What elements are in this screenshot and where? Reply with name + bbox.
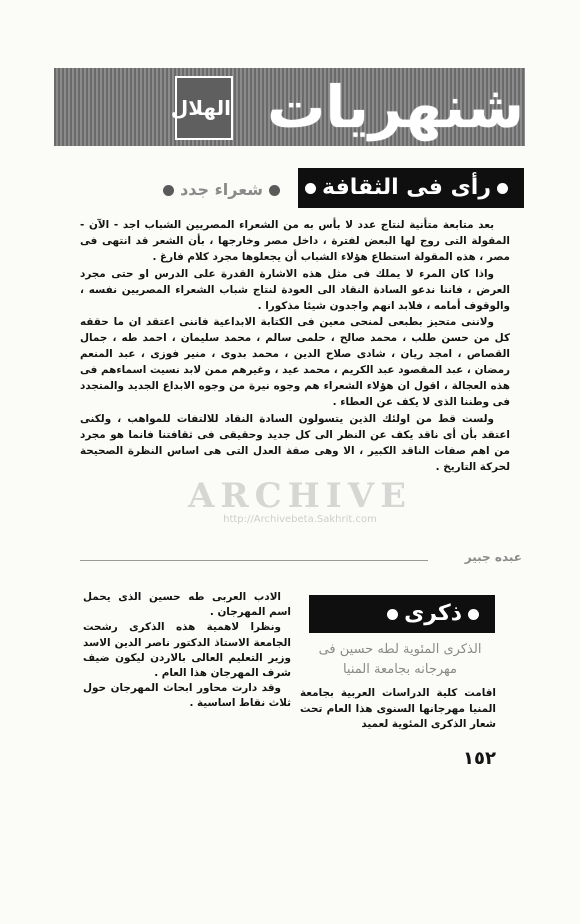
masthead — [54, 68, 525, 146]
article-paragraph: واذا كان المرء لا يملك فى مثل هذه الاشارة القدرة على الدرس او حتى مجرد العرض ، فاننا ندعو السادة النقاد الى العودة لنتاج شباب الشعراء المصريين نفسه ، والوقوف أمامه ، فلابد انهم واجدون شيئا مذكورا . — [80, 267, 510, 312]
memory-paragraph: ونظرا لاهمية هذه الذكرى رشحت الجامعة الاستاذ الدكتور ناصر الدين الاسد وزير التعليم العالى بالاردن ليكون ضيف شرف المهرجان هذا العام . — [83, 621, 291, 680]
memory-right-column: اقامت كلية الدراسات العربية بجامعة المنيا مهرجانها السنوى هذا العام تحت شعار الذكرى المئوية لعميد — [300, 687, 496, 730]
author-signature: عبده جبير — [464, 550, 522, 564]
memory-title: ذكرى — [404, 601, 462, 626]
bullet-icon — [497, 183, 508, 194]
article-paragraph: ولاننى متحيز بطبعى لمنحى معين فى الكتابة الابداعية فاننى اعتقد ان ما حققه كل من حسن طلب ، محمد صالح ، حلمى سالم ، محمد سليمان ، احمد طه ، جمال القصاص ، امجد ريان ، شادى صلاح الدين ، محمد بدوى ، منير فوزى ، عبد المنعم رمضان ، عبد المقصود عبد الكريم ، محمد عيد ، وغيرهم ممن لابد نسيت اسماءهم فى هذه العجالة ، اقول ان هؤلاء الشعراء هم وجوه نيرة من وجوه الابداع الجديد والمتجدد فى وطننا الذى لا يكف عن العطاء . — [80, 316, 510, 408]
memory-paragraph: وقد دارت محاور ابحاث المهرجان حول ثلاث نقاط اساسية . — [83, 682, 291, 710]
article-body — [80, 218, 510, 477]
section-title: رأى فى الثقافة — [322, 175, 491, 200]
bullet-icon — [387, 609, 398, 620]
section-banner — [298, 168, 524, 208]
page-number: ١٥٢ — [463, 748, 496, 769]
memory-subtitle: الذكرى المئوية لطه حسين فى مهرجانه بجامعة المنيا — [318, 642, 482, 677]
section-subtitle: شعراء جدد — [180, 180, 263, 199]
bullet-icon — [305, 183, 316, 194]
memory-banner — [309, 595, 495, 633]
bullet-icon — [163, 185, 174, 196]
bullet-icon — [269, 185, 280, 196]
memory-paragraph: الادب العربى طه حسين الذى يحمل اسم المهرجان . — [83, 591, 291, 619]
article-paragraph: ولست قط من اولئك الذين يتسولون السادة النقاد للالتفات للمواهب ، ولكنى اعتقد بأن أى ناقد يكف عن النظر الى كل جديد وحقيقى فى ثقافتنا فانما هو مجرد من اهم صفات الناقد الكبير ، الا وهى صفة العدل التى هى اساس النظرة الصحيحة لحركة التاريخ . — [80, 412, 510, 473]
signature-divider — [80, 560, 428, 561]
masthead-title: شنهريات — [267, 73, 524, 141]
archive-watermark-url: http://Archivebeta.Sakhrit.com — [223, 514, 377, 525]
masthead-badge: الهلال — [175, 76, 233, 140]
archive-watermark: ARCHIVE — [187, 476, 413, 516]
memory-left-column — [83, 590, 291, 712]
article-paragraph: بعد متابعة متأنية لنتاج عدد لا بأس به من الشعراء المصريين الشباب اجد - الآن - المقولة التى روج لها البعض لفترة ، داخل مصر وخارجها ، بأن الشعر قد انتهى فى مصر ، هذه المقولة استطاع هؤلاء الشباب أن يجعلوها مجرد كلام فارغ . — [80, 219, 510, 263]
bullet-icon — [468, 609, 479, 620]
section-subtitle-row — [96, 176, 286, 204]
